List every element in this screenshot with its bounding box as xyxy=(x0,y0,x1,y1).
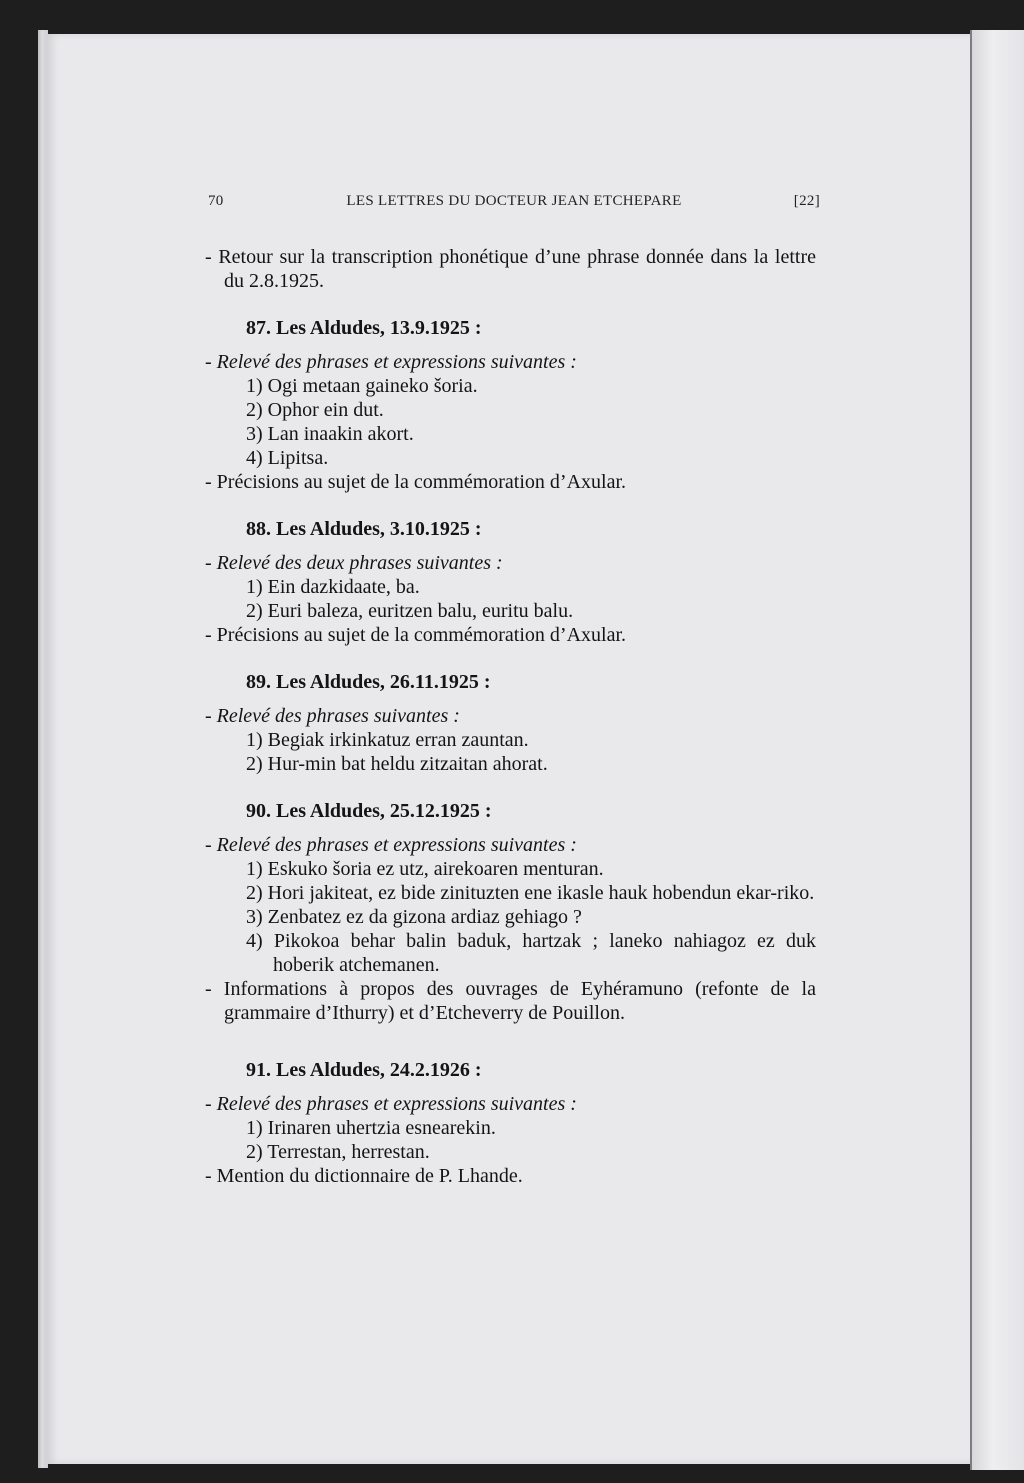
entry-note: - Précisions au sujet de la commémoration d’Axular. xyxy=(205,471,627,493)
entry-heading-89: 89. Les Aldudes, 26.11.1925 : xyxy=(246,671,491,693)
facing-page-edge xyxy=(972,30,1024,1470)
entry-item: 3) Zenbatez ez da gizona ardiaz gehiago ? xyxy=(246,906,582,928)
entry-item: 2) Terrestan, herrestan. xyxy=(246,1141,430,1163)
entry-intro-87: - Relevé des phrases et expressions suivantes : xyxy=(205,351,577,373)
entry-item: 2) Hori jakiteat, ez bide zinituzten ene ikasle hauk hobendun ekar-riko. xyxy=(246,882,815,904)
entry-item: 4) Pikokoa behar balin baduk, hartzak ; laneko nahiagoz ez duk hoberik atchemanen. xyxy=(246,930,816,976)
intro-note: - Retour sur la transcription phonétique d’une phrase donnée dans la lettre du 2.8.1925. xyxy=(205,246,816,292)
entry-item: 2) Euri baleza, euritzen balu, euritu balu. xyxy=(246,600,574,622)
entry-item: 3) Lan inaakin akort. xyxy=(246,423,414,445)
entry-intro-90: - Relevé des phrases et expressions suivantes : xyxy=(205,834,577,856)
entry-intro-88: - Relevé des deux phrases suivantes : xyxy=(205,552,503,574)
page-body xyxy=(205,245,816,1188)
running-title: LES LETTRES DU DOCTEUR JEAN ETCHEPARE xyxy=(346,193,682,209)
entry-heading-88: 88. Les Aldudes, 3.10.1925 : xyxy=(246,518,482,540)
entry-heading-87: 87. Les Aldudes, 13.9.1925 : xyxy=(246,317,482,339)
entry-item: 1) Ogi metaan gaineko šoria. xyxy=(246,375,478,397)
entry-note: - Précisions au sujet de la commémoration d’Axular. xyxy=(205,624,627,646)
entry-item: 1) Eskuko šoria ez utz, airekoaren menturan. xyxy=(246,858,604,880)
entry-item: 2) Ophor ein dut. xyxy=(246,399,384,421)
entry-item: 1) Begiak irkinkatuz erran zauntan. xyxy=(246,729,529,751)
entry-note: - Informations à propos des ouvrages de Eyhéramuno (refonte de la grammaire d’Ithurry) et d’Etcheverry de Pouillon. xyxy=(205,978,816,1024)
entry-item: 1) Ein dazkidaate, ba. xyxy=(246,576,420,598)
entry-heading-91: 91. Les Aldudes, 24.2.1926 : xyxy=(246,1059,482,1081)
entry-intro-91: - Relevé des phrases et expressions suivantes : xyxy=(205,1093,577,1115)
entry-note: - Mention du dictionnaire de P. Lhande. xyxy=(205,1165,523,1187)
page-number: 70 xyxy=(208,193,224,209)
entry-intro-89: - Relevé des phrases suivantes : xyxy=(205,705,460,727)
entry-item: 2) Hur-min bat heldu zitzaitan ahorat. xyxy=(246,753,548,775)
entry-item: 4) Lipitsa. xyxy=(246,447,329,469)
entry-item: 1) Irinaren uhertzia esnearekin. xyxy=(246,1117,496,1139)
section-number: [22] xyxy=(793,193,820,209)
entry-heading-90: 90. Les Aldudes, 25.12.1925 : xyxy=(246,800,492,822)
